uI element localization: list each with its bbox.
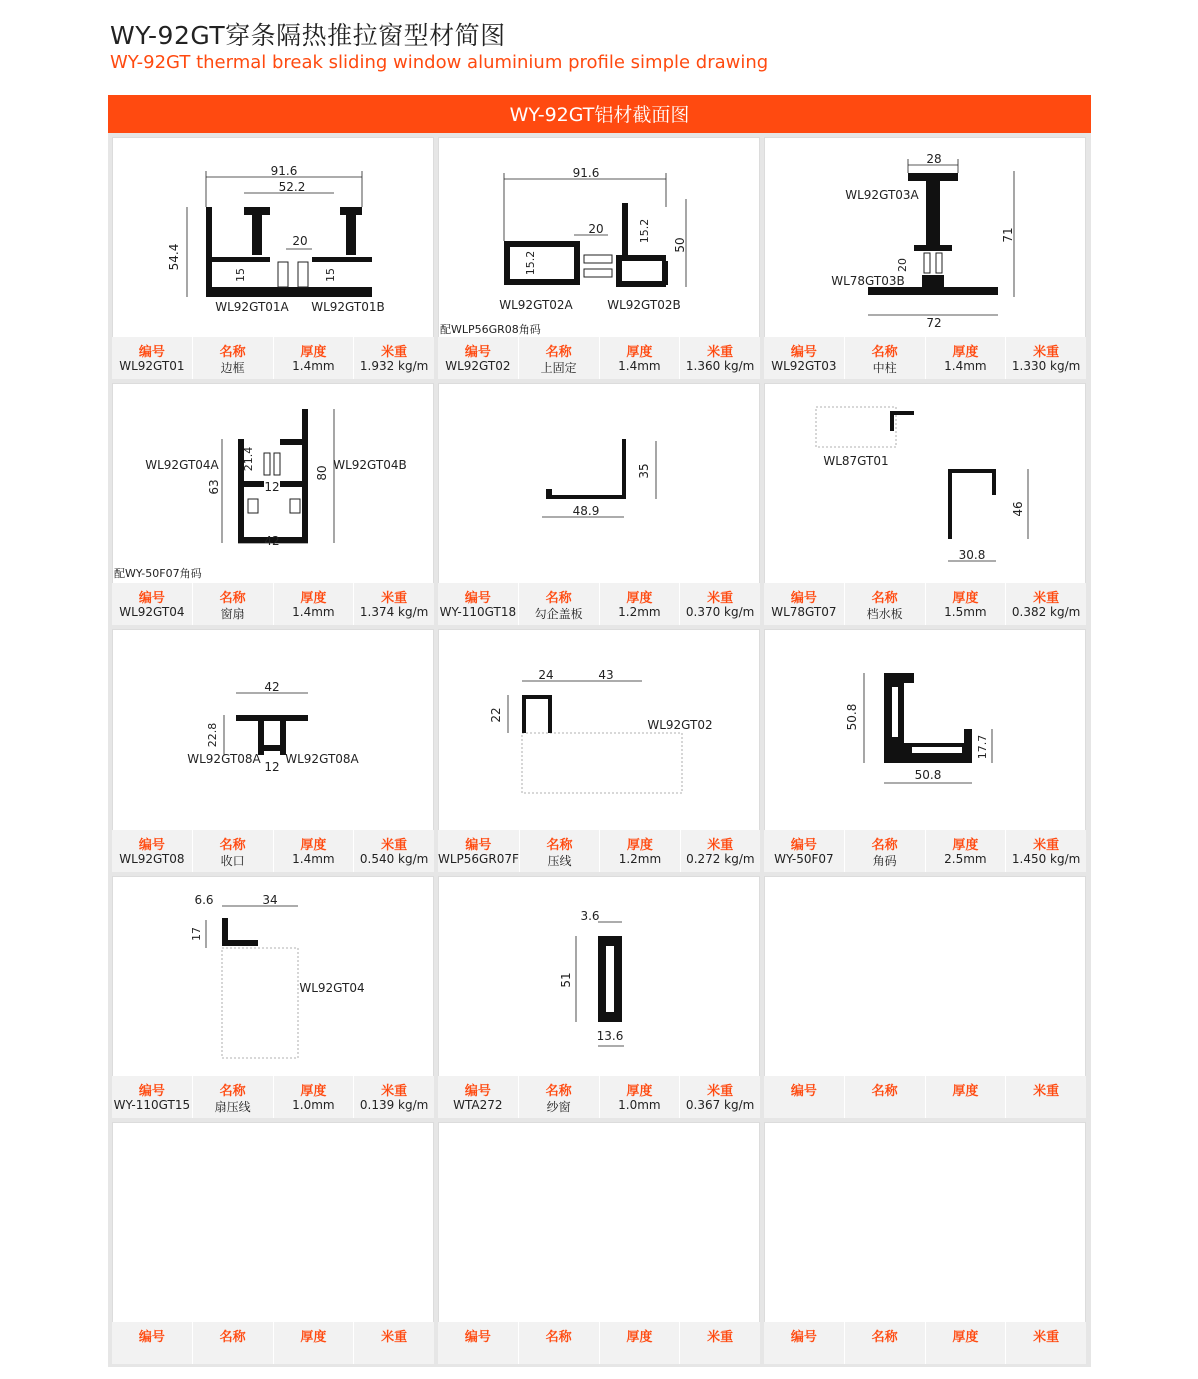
spec-header: 编号 bbox=[138, 345, 165, 361]
spec-value bbox=[764, 1098, 844, 1116]
profile-drawing-wy110gt18 bbox=[438, 383, 762, 583]
spec-header: 米重 bbox=[707, 345, 734, 361]
spec-value: 1.450 kg/m bbox=[1011, 851, 1081, 866]
dim-width-b: 34 bbox=[262, 892, 278, 907]
spec-column-code bbox=[438, 1322, 518, 1364]
dim-height-a: 63 bbox=[207, 479, 221, 495]
spec-column-weight bbox=[679, 337, 760, 379]
spec-header: 米重 bbox=[707, 1329, 734, 1345]
spec-header: 厚度 bbox=[626, 837, 653, 853]
drawing-area bbox=[438, 876, 760, 1080]
profile-drawing-wy50f07 bbox=[764, 629, 1088, 829]
page-subtitle: WY-92GT thermal break sliding window aluminium profile simple drawing bbox=[110, 52, 769, 73]
dim-width: 48.9 bbox=[572, 504, 600, 519]
drawing-area bbox=[438, 629, 760, 833]
dim-height-b: 80 bbox=[315, 465, 329, 481]
spec-header: 名称 bbox=[546, 837, 573, 853]
dim-width: 42 bbox=[264, 680, 280, 695]
spec-header: 名称 bbox=[871, 1329, 898, 1345]
profile-card bbox=[764, 137, 1086, 379]
spec-header: 米重 bbox=[381, 1329, 408, 1345]
spec-value: WY-50F07 bbox=[774, 851, 834, 866]
dim-height: 17 bbox=[190, 926, 203, 941]
drawing-area bbox=[764, 629, 1086, 833]
spec-table bbox=[112, 337, 434, 379]
dim-width: 50.8 bbox=[914, 768, 942, 783]
spec-value: 1.5mm bbox=[944, 605, 987, 620]
spec-header: 厚度 bbox=[300, 345, 327, 361]
spec-value: 上固定 bbox=[540, 361, 577, 376]
spec-value: WL78GT07 bbox=[771, 605, 837, 620]
part-label-b: WL92GT08A bbox=[285, 752, 359, 767]
spec-column-weight bbox=[353, 583, 434, 625]
part-label-b: WL92GT04B bbox=[333, 458, 407, 473]
spec-header: 名称 bbox=[545, 1329, 572, 1345]
spec-column-thickness bbox=[599, 830, 679, 872]
spec-column-name bbox=[844, 830, 925, 872]
drawing-area bbox=[112, 876, 434, 1080]
spec-value: 1.4mm bbox=[292, 851, 335, 866]
spec-value: 1.4mm bbox=[618, 359, 661, 374]
drawing-area bbox=[112, 629, 434, 833]
spec-header: 厚度 bbox=[626, 591, 653, 607]
dim-height: 22 bbox=[489, 707, 503, 724]
spec-header: 编号 bbox=[138, 591, 165, 607]
spec-value: 1.2mm bbox=[618, 605, 661, 620]
profile-drawing-wlp56gr07f bbox=[438, 629, 762, 829]
spec-column-code bbox=[764, 830, 844, 872]
spec-header: 厚度 bbox=[952, 1083, 979, 1099]
section-banner: WY-92GT铝材截面图 bbox=[108, 95, 1091, 133]
spec-value: 1.932 kg/m bbox=[359, 359, 429, 374]
spec-header: 编号 bbox=[790, 1329, 817, 1345]
spec-column-code bbox=[112, 337, 192, 379]
part-label-a: WL92GT04A bbox=[145, 458, 219, 473]
spec-header: 编号 bbox=[464, 345, 491, 361]
spec-value bbox=[1006, 1344, 1086, 1362]
spec-column-code bbox=[112, 583, 192, 625]
spec-column-thickness bbox=[273, 1076, 354, 1118]
dim-width: 30.8 bbox=[958, 548, 986, 563]
spec-header: 米重 bbox=[1033, 837, 1060, 853]
spec-column-name bbox=[518, 1322, 599, 1364]
spec-value: 窗扇 bbox=[220, 607, 245, 622]
dim-height: 51 bbox=[559, 971, 573, 988]
profile-drawing-wl92gt04 bbox=[112, 383, 436, 583]
spec-value: WLP56GR07F bbox=[438, 851, 519, 866]
spec-value bbox=[112, 1344, 192, 1362]
spec-header: 米重 bbox=[381, 345, 408, 361]
spec-header: 厚度 bbox=[626, 345, 653, 361]
spec-header: 编号 bbox=[790, 837, 817, 853]
drawing-area bbox=[112, 137, 434, 341]
spec-value bbox=[600, 1344, 680, 1362]
spec-column-code bbox=[438, 830, 519, 872]
spec-value: 1.330 kg/m bbox=[1011, 359, 1081, 374]
spec-header: 名称 bbox=[219, 345, 246, 361]
spec-value: 0.367 kg/m bbox=[685, 1097, 755, 1112]
spec-table bbox=[112, 830, 434, 872]
dim-width: 28 bbox=[926, 152, 942, 166]
spec-value: WY-110GT15 bbox=[113, 1097, 191, 1112]
dim-height: 50 bbox=[673, 237, 687, 253]
spec-table bbox=[112, 1322, 434, 1364]
spec-column-code bbox=[438, 1076, 518, 1118]
dim-height: 54.4 bbox=[167, 243, 181, 271]
drawing-area bbox=[438, 137, 760, 341]
spec-column-weight bbox=[679, 583, 760, 625]
spec-table bbox=[438, 1076, 760, 1118]
spec-table bbox=[438, 1322, 760, 1364]
dim-height: 50.8 bbox=[845, 704, 859, 731]
dim-gap: 12 bbox=[264, 480, 280, 495]
spec-value bbox=[926, 1344, 1006, 1362]
dim-height: 71 bbox=[1001, 227, 1015, 243]
profile-card bbox=[764, 629, 1086, 871]
spec-column-name bbox=[519, 830, 599, 872]
spec-column-weight bbox=[353, 337, 434, 379]
reference-label: WL92GT04 bbox=[299, 980, 365, 995]
spec-header: 编号 bbox=[790, 345, 817, 361]
spec-value: 角码 bbox=[872, 853, 897, 868]
profile-card bbox=[438, 137, 760, 379]
spec-header: 编号 bbox=[464, 1329, 491, 1345]
spec-column-code bbox=[112, 1322, 192, 1364]
spec-value: WL92GT04 bbox=[119, 605, 185, 620]
spec-column-name bbox=[518, 337, 599, 379]
spec-header: 编号 bbox=[138, 1083, 165, 1099]
dim-width: 42 bbox=[264, 534, 280, 549]
spec-column-thickness bbox=[599, 1322, 680, 1364]
spec-header: 名称 bbox=[545, 591, 572, 607]
spec-value bbox=[764, 1344, 844, 1362]
spec-header: 厚度 bbox=[626, 1329, 653, 1345]
spec-value bbox=[680, 1344, 760, 1362]
profile-card bbox=[438, 629, 760, 871]
spec-header: 名称 bbox=[871, 591, 898, 607]
spec-column-name bbox=[518, 583, 599, 625]
spec-column-code bbox=[438, 337, 518, 379]
spec-header: 编号 bbox=[464, 591, 491, 607]
spec-column-thickness bbox=[925, 1322, 1006, 1364]
dim-depth-b: 15 bbox=[324, 268, 337, 282]
spec-value bbox=[438, 1344, 518, 1362]
spec-header: 厚度 bbox=[952, 345, 979, 361]
profile-drawing-wl78gt07 bbox=[764, 383, 1088, 583]
spec-column-thickness bbox=[273, 583, 354, 625]
spec-column-thickness bbox=[925, 830, 1006, 872]
spec-column-thickness bbox=[273, 337, 354, 379]
profile-card bbox=[764, 383, 1086, 625]
dim-height: 46 bbox=[1011, 501, 1025, 517]
spec-header: 米重 bbox=[707, 591, 734, 607]
spec-value: 压线 bbox=[547, 853, 572, 868]
spec-value bbox=[845, 1344, 925, 1362]
part-label-b: WL92GT01B bbox=[311, 300, 385, 314]
spec-column-thickness bbox=[599, 583, 680, 625]
profile-card bbox=[112, 629, 434, 871]
spec-header: 名称 bbox=[871, 837, 898, 853]
spec-header: 厚度 bbox=[952, 837, 979, 853]
spec-column-weight bbox=[1005, 337, 1086, 379]
profile-card bbox=[112, 383, 434, 625]
dim-height: 22.8 bbox=[206, 723, 219, 748]
spec-header: 米重 bbox=[707, 1083, 734, 1099]
profile-card bbox=[764, 876, 1086, 1118]
spec-column-weight bbox=[353, 830, 434, 872]
spec-header: 名称 bbox=[545, 345, 572, 361]
spec-value bbox=[926, 1098, 1006, 1116]
spec-value bbox=[1006, 1098, 1086, 1116]
part-label-b: WL92GT02B bbox=[607, 298, 681, 312]
spec-column-weight bbox=[679, 1322, 760, 1364]
dim-depth-b: 15.2 bbox=[638, 218, 651, 244]
spec-value: WL92GT01 bbox=[119, 359, 185, 374]
spec-column-weight bbox=[353, 1076, 434, 1118]
dim-height: 35 bbox=[637, 463, 651, 479]
spec-value: 1.360 kg/m bbox=[685, 359, 755, 374]
spec-header: 名称 bbox=[219, 591, 246, 607]
spec-column-code bbox=[112, 830, 192, 872]
profile-drawing-wl92gt01 bbox=[112, 137, 436, 337]
spec-column-name bbox=[844, 1322, 925, 1364]
dim-width-b: 13.6 bbox=[596, 1028, 624, 1043]
spec-value: 1.0mm bbox=[618, 1097, 661, 1112]
spec-value: 收口 bbox=[220, 853, 245, 868]
spec-value: WL92GT08 bbox=[119, 851, 185, 866]
spec-column-thickness bbox=[925, 583, 1006, 625]
spec-column-code bbox=[112, 1076, 192, 1118]
spec-value: 0.540 kg/m bbox=[359, 851, 429, 866]
profile-card bbox=[112, 137, 434, 379]
dim-gap: 12 bbox=[264, 760, 280, 775]
dim-width-inner: 52.2 bbox=[278, 180, 306, 194]
spec-column-code bbox=[764, 1076, 844, 1118]
drawing-area bbox=[112, 383, 434, 587]
spec-header: 米重 bbox=[1033, 345, 1060, 361]
spec-value bbox=[274, 1344, 354, 1362]
spec-header: 厚度 bbox=[300, 591, 327, 607]
spec-column-name bbox=[844, 583, 925, 625]
spec-header: 厚度 bbox=[300, 837, 327, 853]
spec-value: 0.370 kg/m bbox=[685, 605, 755, 620]
profile-drawing-wl92gt03 bbox=[764, 137, 1088, 337]
profile-card bbox=[112, 1122, 434, 1364]
dim-gap: 20 bbox=[588, 222, 604, 236]
spec-column-thickness bbox=[599, 337, 680, 379]
reference-label: WL87GT01 bbox=[823, 454, 889, 469]
spec-column-code bbox=[438, 583, 518, 625]
profile-card bbox=[438, 1122, 760, 1364]
spec-header: 厚度 bbox=[952, 591, 979, 607]
spec-header: 米重 bbox=[1033, 1329, 1060, 1345]
dim-gap: 20 bbox=[292, 234, 308, 248]
dim-base: 72 bbox=[926, 316, 942, 330]
spec-table bbox=[764, 1076, 1086, 1118]
spec-table bbox=[764, 1322, 1086, 1364]
dim-width: 3.6 bbox=[580, 908, 600, 923]
spec-table bbox=[764, 337, 1086, 379]
spec-value: 0.272 kg/m bbox=[686, 851, 755, 866]
part-label-a: WL92GT02A bbox=[499, 298, 573, 312]
profile-drawing-wta272 bbox=[438, 876, 762, 1076]
profile-card bbox=[112, 876, 434, 1118]
profile-drawing-wl92gt02 bbox=[438, 137, 762, 337]
spec-table bbox=[438, 337, 760, 379]
dim-gap: 20 bbox=[896, 258, 909, 272]
dim-width-b: 43 bbox=[598, 668, 614, 683]
spec-header: 米重 bbox=[381, 591, 408, 607]
spec-value: 2.5mm bbox=[944, 851, 987, 866]
spec-header: 厚度 bbox=[300, 1083, 327, 1099]
spec-table bbox=[438, 830, 760, 872]
accessory-note: 配WY-50F07角码 bbox=[114, 567, 202, 581]
spec-value bbox=[354, 1344, 434, 1362]
spec-value: 1.4mm bbox=[292, 605, 335, 620]
drawing-area bbox=[764, 383, 1086, 587]
spec-header: 编号 bbox=[790, 591, 817, 607]
spec-header: 编号 bbox=[790, 1083, 817, 1099]
spec-column-name bbox=[518, 1076, 599, 1118]
spec-value: 0.382 kg/m bbox=[1011, 605, 1081, 620]
dim-width: 91.6 bbox=[270, 164, 298, 178]
profile-card bbox=[438, 383, 760, 625]
spec-header: 编号 bbox=[464, 1083, 491, 1099]
profile-drawing-wy110gt15 bbox=[112, 876, 436, 1076]
spec-value: WY-110GT18 bbox=[439, 605, 517, 620]
spec-column-weight bbox=[353, 1322, 434, 1364]
part-label-a: WL92GT01A bbox=[215, 300, 289, 314]
spec-header: 厚度 bbox=[626, 1083, 653, 1099]
dim-width-a: 24 bbox=[538, 668, 554, 683]
spec-header: 编号 bbox=[138, 1329, 165, 1345]
spec-column-weight bbox=[1005, 1322, 1086, 1364]
spec-column-code bbox=[764, 583, 844, 625]
profile-grid bbox=[108, 133, 1091, 1367]
spec-column-thickness bbox=[599, 1076, 680, 1118]
spec-value: 档水板 bbox=[866, 607, 903, 622]
spec-header: 米重 bbox=[381, 837, 408, 853]
dim-width: 91.6 bbox=[572, 166, 600, 180]
spec-header: 厚度 bbox=[300, 1329, 327, 1345]
spec-value: 纱窗 bbox=[546, 1099, 571, 1114]
spec-header: 名称 bbox=[219, 1329, 246, 1345]
spec-value: WL92GT03 bbox=[771, 359, 837, 374]
spec-column-name bbox=[192, 337, 273, 379]
spec-table bbox=[438, 583, 760, 625]
spec-column-weight bbox=[679, 1076, 760, 1118]
part-label-a: WL92GT03A bbox=[845, 188, 919, 202]
spec-column-weight bbox=[680, 830, 760, 872]
spec-column-weight bbox=[1005, 583, 1086, 625]
drawing-area bbox=[438, 383, 760, 587]
profile-card bbox=[764, 1122, 1086, 1364]
reference-label: WL92GT02 bbox=[647, 718, 713, 733]
spec-header: 米重 bbox=[381, 1083, 408, 1099]
spec-value: 1.0mm bbox=[292, 1097, 335, 1112]
spec-table bbox=[112, 583, 434, 625]
dim-height-b: 17.7 bbox=[976, 735, 989, 760]
spec-column-name bbox=[844, 1076, 925, 1118]
spec-column-weight bbox=[1005, 1076, 1086, 1118]
spec-value: WTA272 bbox=[453, 1097, 503, 1112]
spec-value: 边框 bbox=[220, 361, 245, 376]
spec-header: 编号 bbox=[138, 837, 165, 853]
spec-column-code bbox=[764, 337, 844, 379]
spec-column-name bbox=[844, 337, 925, 379]
spec-value: WL92GT02 bbox=[445, 359, 511, 374]
profile-card bbox=[438, 876, 760, 1118]
spec-value: 勾企盖板 bbox=[534, 607, 583, 622]
spec-header: 编号 bbox=[465, 837, 492, 853]
spec-value: 1.4mm bbox=[944, 359, 987, 374]
dim-inner-height: 21.4 bbox=[242, 446, 255, 472]
spec-header: 名称 bbox=[219, 1083, 246, 1099]
spec-column-weight bbox=[1005, 830, 1086, 872]
spec-value bbox=[193, 1344, 273, 1362]
spec-value: 1.374 kg/m bbox=[359, 605, 429, 620]
profile-drawing-wl92gt08 bbox=[112, 629, 436, 829]
spec-header: 米重 bbox=[1033, 591, 1060, 607]
spec-header: 名称 bbox=[545, 1083, 572, 1099]
spec-value bbox=[519, 1344, 599, 1362]
spec-header: 米重 bbox=[707, 837, 734, 853]
spec-value bbox=[845, 1098, 925, 1116]
spec-column-name bbox=[192, 1322, 273, 1364]
page-title: WY-92GT穿条隔热推拉窗型材简图 bbox=[110, 21, 506, 50]
spec-column-thickness bbox=[925, 337, 1006, 379]
spec-value: 1.2mm bbox=[618, 851, 662, 866]
spec-header: 厚度 bbox=[952, 1329, 979, 1345]
accessory-note: 配WLP56GR08角码 bbox=[440, 323, 541, 336]
spec-header: 名称 bbox=[871, 1083, 898, 1099]
spec-table bbox=[764, 583, 1086, 625]
spec-table bbox=[112, 1076, 434, 1118]
spec-value: 1.4mm bbox=[292, 359, 335, 374]
dim-depth-a: 15 bbox=[234, 268, 247, 282]
spec-value: 扇压线 bbox=[214, 1099, 251, 1114]
part-label-b: WL78GT03B bbox=[831, 274, 905, 288]
spec-value: 中柱 bbox=[872, 361, 897, 376]
spec-column-name bbox=[192, 1076, 273, 1118]
spec-column-thickness bbox=[273, 830, 354, 872]
spec-column-thickness bbox=[273, 1322, 354, 1364]
part-label-a: WL92GT08A bbox=[187, 752, 261, 767]
spec-value: 0.139 kg/m bbox=[359, 1097, 429, 1112]
spec-column-name bbox=[192, 583, 273, 625]
drawing-area bbox=[764, 137, 1086, 341]
spec-column-thickness bbox=[925, 1076, 1006, 1118]
spec-header: 米重 bbox=[1033, 1083, 1060, 1099]
spec-header: 名称 bbox=[871, 345, 898, 361]
spec-header: 名称 bbox=[219, 837, 246, 853]
spec-table bbox=[764, 830, 1086, 872]
dim-width-a: 6.6 bbox=[194, 892, 214, 907]
dim-depth-a: 15.2 bbox=[524, 250, 537, 276]
spec-column-code bbox=[764, 1322, 844, 1364]
spec-column-name bbox=[192, 830, 273, 872]
